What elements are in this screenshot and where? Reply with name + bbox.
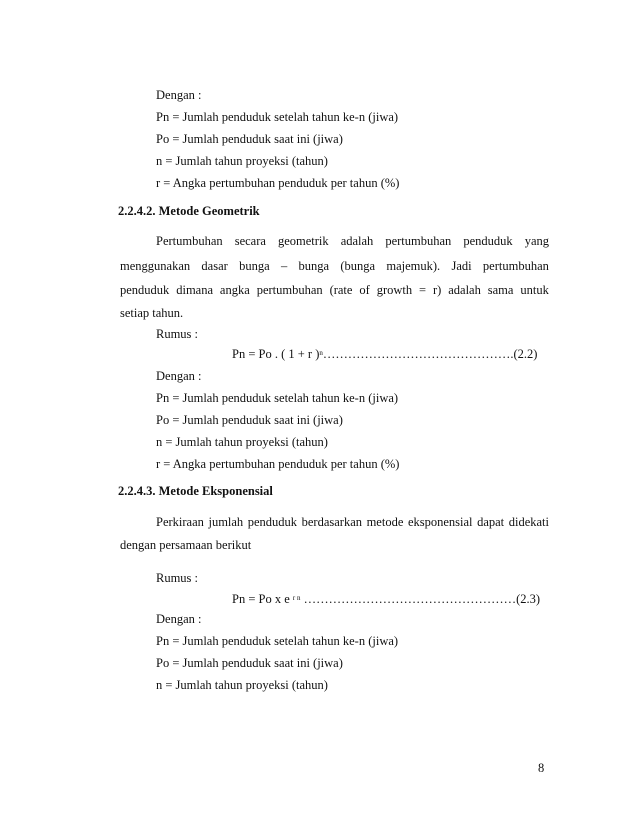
definition-n: n = Jumlah tahun proyeksi (tahun)	[156, 678, 328, 692]
definition-po: Po = Jumlah penduduk saat ini (jiwa)	[156, 656, 343, 670]
definition-n: n = Jumlah tahun proyeksi (tahun)	[156, 435, 328, 449]
word: pertumbuhan	[256, 283, 323, 297]
word: berdasarkan	[301, 515, 363, 529]
formula-exponent: n	[319, 349, 323, 357]
word: yang	[524, 234, 549, 248]
word: Jadi	[451, 259, 472, 273]
section-heading-geometrik: 2.2.4.2. Metode Geometrik	[118, 204, 260, 218]
word: bunga	[298, 259, 330, 273]
definition-pn: Pn = Jumlah penduduk setelah tahun ke-n (jiwa)	[156, 110, 399, 124]
word: menggunakan	[120, 259, 191, 273]
word: penduduk	[463, 234, 513, 248]
word: jumlah	[208, 515, 244, 529]
paragraph-line	[156, 233, 549, 249]
definition-po: Po = Jumlah penduduk saat ini (jiwa)	[156, 132, 343, 146]
word: bunga	[239, 259, 270, 273]
word: dapat	[477, 515, 505, 529]
word: penduduk	[120, 283, 170, 297]
word: Pertumbuhan	[156, 234, 223, 248]
word: =	[419, 283, 427, 297]
dengan-label: Dengan :	[156, 88, 202, 102]
word: secara	[234, 234, 266, 248]
word: majemuk).	[386, 259, 441, 273]
section-heading-eksponensial: 2.2.4.3. Metode Eksponensial	[118, 484, 273, 498]
word: pertumbuhan	[482, 259, 549, 273]
word: didekati	[508, 515, 549, 529]
definition-r: r = Angka pertumbuhan penduduk per tahun (%)	[156, 176, 400, 190]
paragraph-line	[120, 282, 549, 298]
page-number: 8	[538, 761, 545, 775]
word: Perkiraan	[156, 515, 204, 529]
word: metode	[366, 515, 404, 529]
word: adalah	[448, 283, 481, 297]
dengan-label: Dengan :	[156, 369, 202, 383]
definition-r: r = Angka pertumbuhan penduduk per tahun (%)	[156, 457, 400, 471]
definition-pn: Pn = Jumlah penduduk setelah tahun ke-n (jiwa)	[156, 634, 399, 648]
word: geometrik	[277, 234, 329, 248]
formula-body: Pn = Po x e	[232, 592, 290, 606]
word: –	[280, 259, 288, 273]
paragraph-line: dengan persamaan berikut	[120, 538, 252, 552]
formula-reference: ……………………………………….(2.2)	[322, 347, 538, 361]
rumus-label: Rumus :	[156, 327, 199, 341]
definition-n: n = Jumlah tahun proyeksi (tahun)	[156, 154, 328, 168]
word: (rate	[329, 283, 353, 297]
formula-exponent: r n	[292, 594, 301, 602]
word: angka	[219, 283, 250, 297]
word: dasar	[201, 259, 228, 273]
word: dimana	[176, 283, 214, 297]
word: sama	[487, 283, 514, 297]
paragraph-line	[120, 258, 549, 274]
word: r)	[433, 283, 442, 297]
paragraph-line	[156, 514, 549, 530]
definition-po: Po = Jumlah penduduk saat ini (jiwa)	[156, 413, 343, 427]
dengan-label: Dengan :	[156, 612, 202, 626]
formula-reference: ……………………………………………(2.3)	[300, 592, 541, 606]
word: untuk	[520, 283, 549, 297]
word: of	[359, 283, 370, 297]
word: (bunga	[340, 259, 376, 273]
rumus-label: Rumus :	[156, 571, 199, 585]
word: penduduk	[247, 515, 298, 529]
formula-body: Pn = Po . ( 1 + r )	[232, 347, 320, 361]
paragraph-line: setiap tahun.	[120, 306, 184, 320]
formula-2-2	[232, 346, 537, 362]
word: eksponensial	[407, 515, 473, 529]
word: growth	[376, 283, 413, 297]
formula-2-3	[232, 591, 540, 607]
word: adalah	[340, 234, 374, 248]
definition-pn: Pn = Jumlah penduduk setelah tahun ke-n (jiwa)	[156, 391, 399, 405]
word: pertumbuhan	[385, 234, 452, 248]
